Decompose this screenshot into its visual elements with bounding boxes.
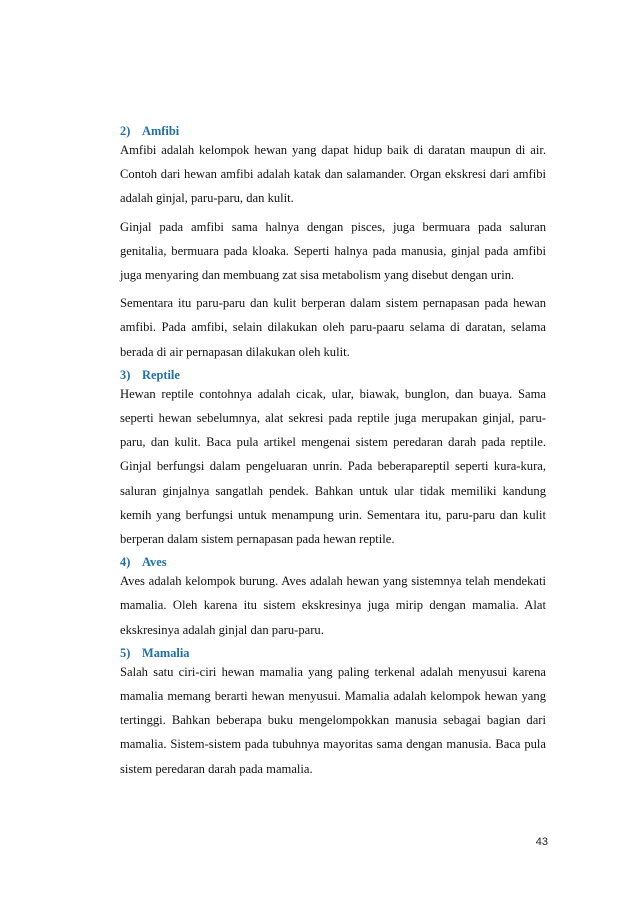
section-number: 2) [120, 124, 131, 138]
paragraph: Ginjal pada amfibi sama halnya dengan pisces, juga bermuara pada saluran genitalia, bermuara pada kloaka. Seperti halnya pada manusia, ginjal pada amfibi juga menyaring dan membuang zat sisa metabolism yang disebut dengan urin. [120, 219, 546, 283]
section-reptile [120, 368, 546, 551]
paragraph: Sementara itu paru-paru dan kulit berperan dalam sistem pernapasan pada hewan amfibi. Pada amfibi, selain dilakukan oleh paru-paaru selama di daratan, selama berada di air pernapasan dilakukan oleh kulit. [120, 296, 546, 359]
section-number: 4) [120, 555, 131, 570]
section-mamalia [120, 646, 546, 781]
section-heading [120, 555, 546, 569]
section-title: Amfibi [142, 124, 180, 138]
section-title: Reptile [142, 367, 180, 382]
section-title: Mamalia [142, 645, 190, 660]
page-content [120, 124, 546, 781]
section-amfibi [120, 124, 546, 364]
section-heading [120, 646, 546, 660]
section-number: 5) [120, 645, 131, 660]
page-number: 43 [535, 836, 548, 848]
section-number: 3) [120, 367, 131, 382]
section-aves [120, 555, 546, 642]
paragraph: Hewan reptile contohnya adalah cicak, ular, biawak, bunglon, dan buaya. Sama seperti hewan sebelumnya, alat sekresi pada reptile juga merupakan ginjal, paru-paru, dan kulit. Baca pula artikel mengenai sistem peredaran darah pada reptile. Ginjal berfungsi dalam pengeluaran unrin. Pada beberapareptil seperti kura-kura, saluran ginjalnya sangatlah pendek. Bahkan untuk ular tidak memiliki kandung kemih yang berfungsi untuk menampung urin. Sementara itu, paru-paru dan kulit berperan dalam sistem pernapasan pada hewan reptile. [120, 386, 546, 547]
paragraph: Amfibi adalah kelompok hewan yang dapat hidup baik di daratan maupun di air. Contoh dari hewan amfibi adalah katak dan salamander. Organ ekskresi dari amfibi adalah ginjal, paru-paru, dan kulit. [120, 143, 546, 206]
section-heading [120, 368, 546, 382]
paragraph: Aves adalah kelompok burung. Aves adalah hewan yang sistemnya telah mendekati mamalia. Oleh karena itu sistem ekskresinya juga mirip dengan mamalia. Alat ekskresinya adalah ginjal dan paru-paru. [120, 574, 546, 637]
paragraph: Salah satu ciri-ciri hewan mamalia yang paling terkenal adalah menyusui karena mamalia memang berarti hewan menyusui. Mamalia adalah kelompok hewan yang tertinggi. Bahkan beberapa buku mengelompokkan manusia sebagai bagian dari mamalia. Sistem-sistem pada tubuhnya mayoritas sama dengan manusia. Baca pula sistem peredaran darah pada mamalia. [120, 664, 546, 776]
section-heading [120, 124, 546, 138]
section-title: Aves [142, 555, 167, 570]
